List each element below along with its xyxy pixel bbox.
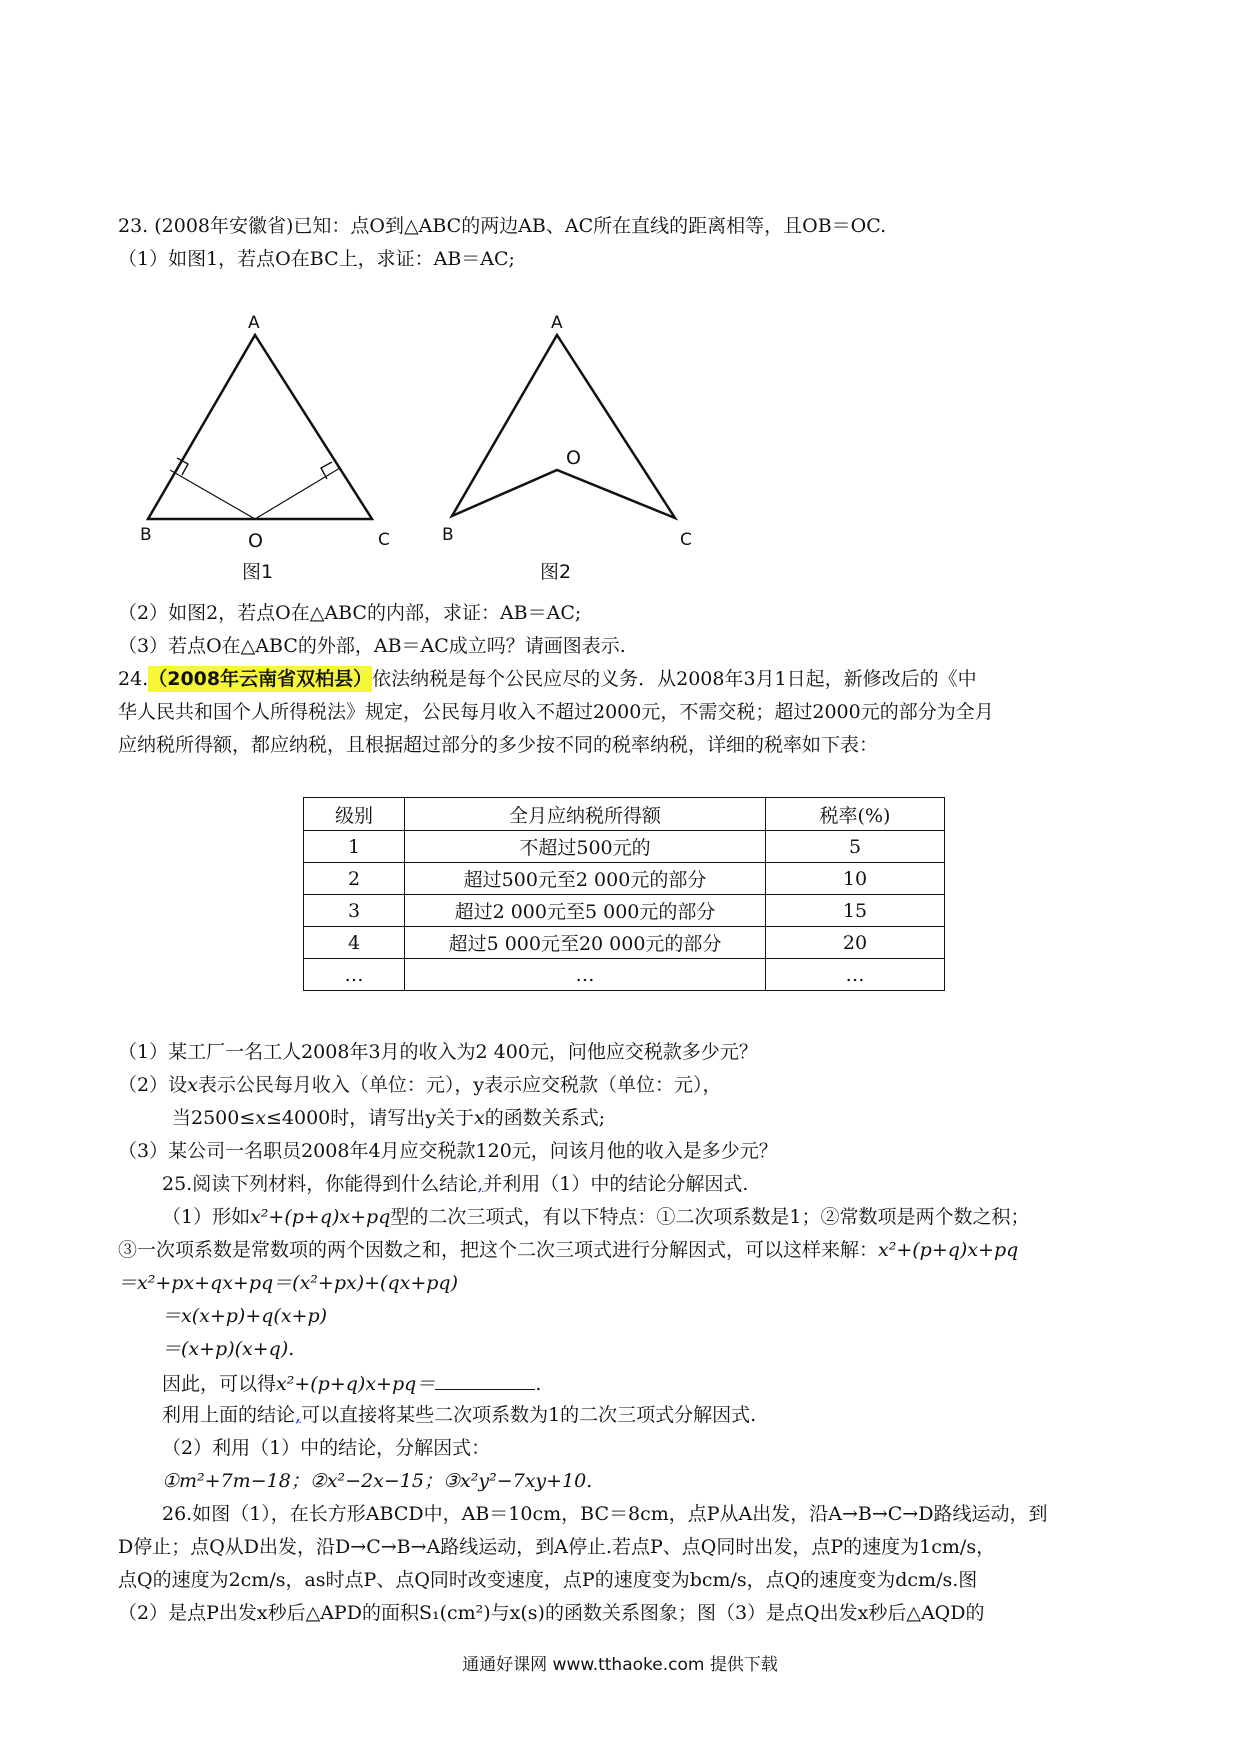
table-row	[304, 895, 945, 927]
perpendicular-to-ac	[255, 468, 340, 519]
q26-line2: D停止；点Q从D出发，沿D→C→B→A路线运动，到A停止.若点P、点Q同时出发，点P的速度为1cm/s，	[118, 1536, 996, 1558]
q23-part1: （1）如图1，若点O在BC上，求证：AB＝AC;	[118, 248, 515, 270]
q26-line3: 点Q的速度为2cm/s，as时点P、点Q同时改变速度，点P的速度变为bcm/s，点Q的速度变为dcm/s.图	[118, 1569, 978, 1591]
table-header-row	[304, 798, 945, 831]
q25-conclusion-end: .	[535, 1373, 542, 1395]
q25-stem-a: 25.阅读下列材料，你能得到什么结论	[162, 1173, 478, 1195]
fig1-label-c: C	[378, 530, 390, 550]
fig2-caption: 图2	[540, 561, 572, 583]
q25-p1-c: ③一次项系数是常数项的两个因数之和，把这个二次三项式进行分解因式，可以这样来解：	[118, 1239, 879, 1261]
table-cell: 4	[304, 927, 405, 959]
q25-p1-line2	[118, 1241, 1018, 1260]
table-cell: 10	[766, 863, 945, 895]
table-header-cell: 全月应纳税所得额	[405, 798, 766, 831]
fig1-caption: 图1	[242, 561, 274, 583]
q24-part3: （3）某公司一名职员2008年4月应交税款120元，问该月他的收入是多少元？	[118, 1140, 778, 1162]
q25-conclusion-a: 因此，可以得	[162, 1373, 277, 1395]
q25-use	[162, 1406, 756, 1425]
q25-p1-line1	[162, 1208, 1029, 1227]
q25-conclusion-expr: x²+(p+q)x+pq＝	[276, 1373, 436, 1395]
q25-exercises	[162, 1472, 592, 1491]
q24-intro-line1	[118, 670, 977, 689]
q25-use-mark: ,	[295, 1404, 302, 1426]
fig2-label-c: C	[680, 530, 692, 550]
q25-exercise-2: ②x²−2x−15；	[309, 1470, 443, 1492]
table-cell: 15	[766, 895, 945, 927]
fig2-label-o: O	[566, 447, 581, 469]
q25-exercise-3: ③x²y²−7xy+10.	[442, 1470, 593, 1492]
table-row	[304, 831, 945, 863]
table-row	[304, 959, 945, 991]
q24-part2-e: 的函数关系式;	[484, 1107, 606, 1129]
table-cell: 不超过500元的	[405, 831, 766, 863]
table-cell: 1	[304, 831, 405, 863]
table-header-cell: 级别	[304, 798, 405, 831]
page-footer: 通通好课网 www.tthaoke.com 提供下载	[462, 1655, 778, 1675]
table-cell: 20	[766, 927, 945, 959]
q24-part2-d: ≤4000时，请写出y关于	[266, 1107, 475, 1129]
concave-shape-fig2	[452, 335, 675, 518]
table-cell: 3	[304, 895, 405, 927]
q25-use-a: 利用上面的结论	[162, 1404, 296, 1426]
fig1-label-a: A	[248, 313, 260, 333]
q26-line4: （2）是点P出发x秒后△APD的面积S₁(cm²)与x(s)的函数关系图象；图（3）是点Q出发x秒后△AQD的	[118, 1602, 985, 1624]
table-cell: …	[304, 959, 405, 991]
q25-step1: ＝x²+px+qx+pq＝(x²+px)+(qx+pq)	[118, 1272, 458, 1294]
q25-stem	[162, 1175, 748, 1194]
q25-step2: ＝x(x+p)+q(x+p)	[162, 1305, 328, 1327]
q24-intro-1: 依法纳税是每个公民应尽的义务．从2008年3月1日起，新修改后的《中	[372, 668, 977, 690]
table-cell: 超过2 000元至5 000元的部分	[405, 895, 766, 927]
table-header-cell: 税率(%)	[766, 798, 945, 831]
q24-part2-c: 当2500≤	[172, 1107, 256, 1129]
q24-part2-condition: 当2500≤x≤4000时，请写出y关于x的函数关系式;	[172, 1107, 606, 1129]
fig1-label-o: O	[248, 530, 263, 552]
table-cell: 5	[766, 831, 945, 863]
q24-part1: （1）某工厂一名工人2008年3月的收入为2 400元，问他应交税款多少元？	[118, 1041, 758, 1063]
q25-exercise-1: ①m²+7m−18；	[162, 1470, 310, 1492]
table-cell: 超过5 000元至20 000元的部分	[405, 927, 766, 959]
q23-part2: （2）如图2，若点O在△ABC的内部，求证：AB＝AC;	[118, 602, 582, 624]
table-cell: 超过500元至2 000元的部分	[405, 863, 766, 895]
perpendicular-to-ab	[170, 470, 255, 519]
q25-p1-b: 型的二次三项式，有以下特点：①二次项系数是1；②常数项是两个数之积；	[390, 1206, 1030, 1228]
q25-use-b: 可以直接将某些二次项系数为1的二次三项式分解因式.	[301, 1404, 757, 1426]
fig1-label-b: B	[140, 525, 152, 545]
q23-stem: 23. (2008年安徽省)已知：点O到△ABC的两边AB、AC所在直线的距离相等，且OB＝OC.	[118, 215, 887, 237]
q24-source-highlight: （2008年云南省双柏县）	[148, 668, 373, 690]
fig2-label-a: A	[551, 313, 563, 333]
table-row	[304, 927, 945, 959]
triangle-abc-fig1	[148, 335, 372, 519]
q24-part2-b: 表示公民每月收入（单位：元），y表示应交税款（单位：元），	[197, 1074, 722, 1096]
figure-2	[430, 300, 700, 590]
q24-number: 24.	[118, 668, 149, 690]
q24-intro-line2: 华人民共和国个人所得税法》规定，公民每月收入不超过2000元，不需交税；超过2000元的部分为全月	[118, 701, 994, 723]
table-cell: …	[405, 959, 766, 991]
table-row	[304, 863, 945, 895]
q24-part2-a: （2）设	[118, 1074, 188, 1096]
q25-stem-mark: ,	[477, 1173, 484, 1195]
q25-p1-c-expr: x²+(p+q)x+pq	[878, 1239, 1019, 1261]
q25-p1-expr: x²+(p+q)x+pq	[250, 1206, 391, 1228]
figure-1	[120, 300, 410, 590]
q24-intro-line3: 应纳税所得额，都应纳税，且根据超过部分的多少按不同的税率纳税，详细的税率如下表：	[118, 734, 879, 756]
table-cell: …	[766, 959, 945, 991]
q25-p1-a: （1）形如	[162, 1206, 251, 1228]
q24-part2: （2）设x表示公民每月收入（单位：元），y表示应交税款（单位：元），	[118, 1074, 722, 1096]
q26-line1: 26.如图（1），在长方形ABCD中，AB＝10cm，BC＝8cm，点P从A出发，沿A→B→C→D路线运动，到	[162, 1503, 1048, 1525]
q25-conclusion	[162, 1373, 541, 1394]
table-cell: 2	[304, 863, 405, 895]
fig2-label-b: B	[442, 525, 454, 545]
q25-step3: ＝(x+p)(x+q).	[162, 1338, 295, 1360]
q25-p2: （2）利用（1）中的结论，分解因式：	[162, 1437, 491, 1459]
tax-rate-table	[303, 797, 945, 991]
q23-part3: （3）若点O在△ABC的外部，AB＝AC成立吗？请画图表示.	[118, 635, 626, 657]
q25-stem-b: 并利用（1）中的结论分解因式.	[483, 1173, 749, 1195]
answer-blank[interactable]	[435, 1373, 535, 1390]
